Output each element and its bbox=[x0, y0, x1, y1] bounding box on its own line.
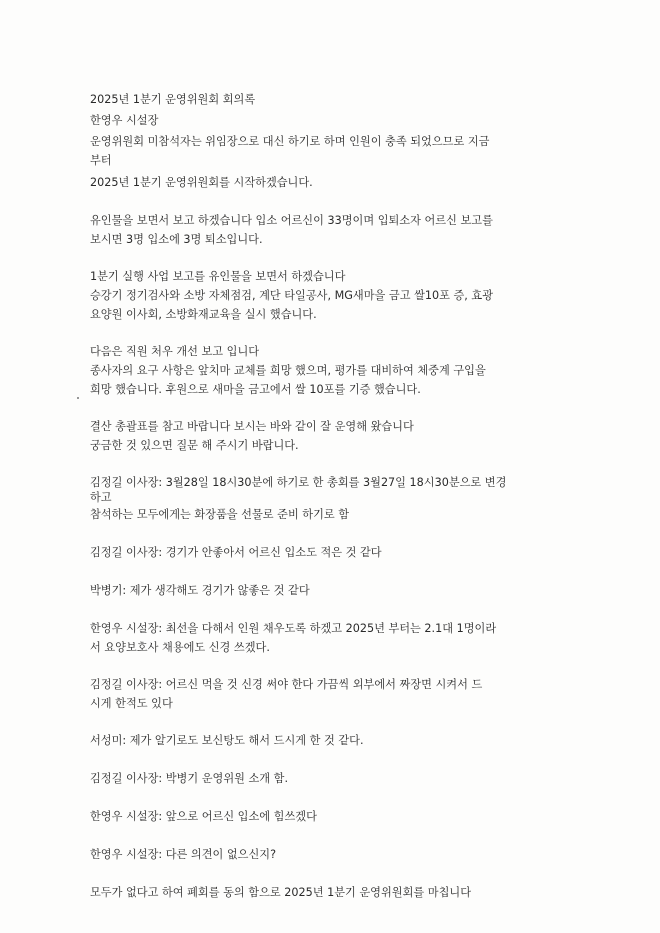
text-line: 부터 bbox=[90, 154, 112, 167]
text-line: 1분기 실행 사업 보고를 유인물을 보면서 하겠습니다 bbox=[90, 270, 346, 283]
opening-start bbox=[90, 173, 578, 192]
member-remark-economy bbox=[90, 581, 578, 600]
text-line: 김정길 이사장: 3월28일 18시30분에 하기로 한 총회를 3월27일 18시30분으로 변경 bbox=[90, 476, 507, 489]
text-line: 2025년 1분기 운영위원회를 시작하겠습니다. bbox=[90, 176, 313, 189]
minutes-title bbox=[90, 90, 578, 109]
text-line: 운영위원회 미참석자는 위임장으로 대신 하기로 하며 인원이 충족 되었으므로 지금 bbox=[90, 135, 490, 148]
text-line: 한영우 시설장: 다른 의견이 없으신지? bbox=[90, 848, 277, 861]
chairman-remark-economy bbox=[90, 543, 578, 562]
text-line: 김정길 이사장: 어르신 먹을 것 신경 써야 한다 가끔씩 외부에서 짜장면 시켜서 드 bbox=[90, 678, 483, 691]
text-line: 한영우 시설장: 앞으로 어르신 입소에 힘쓰겠다 bbox=[90, 810, 317, 823]
text-line: 하고 bbox=[90, 491, 112, 504]
text-line: 시게 한적도 있다 bbox=[90, 697, 173, 710]
chairman-remark-general-meeting bbox=[90, 473, 578, 524]
text-line: 모두가 없다고 하여 폐회를 동의 함으로 2025년 1분기 운영위원회를 마칩니다 bbox=[90, 886, 472, 899]
settlement-summary bbox=[90, 417, 578, 455]
text-line: 승강기 정기검사와 소방 자체점검, 계단 타일공사, MG새마을 금고 쌀10포 증, 효광 bbox=[90, 289, 494, 302]
director-remark-other-opinions bbox=[90, 845, 578, 864]
closing-statement bbox=[90, 883, 578, 902]
text-line: 한영우 시설장 bbox=[90, 114, 159, 127]
text-line: 유인물을 보면서 보고 하겠습니다 입소 어르신이 33명이며 입퇴소자 어르신 보고를 bbox=[90, 214, 493, 227]
chairman-remark-meals bbox=[90, 675, 578, 713]
text-line: 참석하는 모두에게는 화장품을 선물로 준비 하기로 함 bbox=[90, 508, 350, 521]
text-line: 희망 했습니다. 후원으로 새마을 금고에서 쌀 10포를 기증 했습니다. bbox=[90, 383, 421, 396]
text-line: 한영우 시설장: 최선을 다해서 인원 채우도록 하겠고 2025년 부터는 2.1대 1명이라 bbox=[90, 622, 497, 635]
text-line: 2025년 1분기 운영위원회 회의록 bbox=[90, 93, 256, 106]
director-remark-staffing bbox=[90, 619, 578, 657]
director-remark-admission bbox=[90, 807, 578, 826]
text-line: 궁금한 것 있으면 질문 해 주시기 바랍니다. bbox=[90, 439, 299, 452]
text-line: 종사자의 요구 사항은 앞치마 교체를 희망 했으며, 평가를 대비하여 체중계 구입을 bbox=[90, 364, 486, 377]
meeting-minutes-body bbox=[90, 90, 578, 902]
text-line: 결산 총괄표를 참고 바랍니다 보시는 바와 같이 잘 운영해 왔습니다 bbox=[90, 420, 414, 433]
text-line: 김정길 이사장: 박병기 운영위원 소개 함. bbox=[90, 772, 289, 785]
text-line: 보시면 3명 입소에 3명 퇴소입니다. bbox=[90, 233, 263, 246]
text-line: 요양원 이사회, 소방화재교육을 실시 했습니다. bbox=[90, 308, 317, 321]
admission-report bbox=[90, 211, 578, 249]
text-line: 김정길 이사장: 경기가 안좋아서 어르신 입소도 적은 것 같다 bbox=[90, 546, 382, 559]
text-line: 다음은 직원 처우 개선 보고 입니다 bbox=[90, 345, 260, 358]
text-line: 서성미: 제가 알기로도 보신탕도 해서 드시게 한 것 같다. bbox=[90, 734, 364, 747]
opening-statement bbox=[90, 132, 578, 170]
text-line: 서 요양보호사 채용에도 신경 쓰겠다. bbox=[90, 641, 270, 654]
member-remark-meals bbox=[90, 731, 578, 750]
staff-welfare-report bbox=[90, 342, 578, 399]
q1-project-report bbox=[90, 267, 578, 324]
chairman-introduction bbox=[90, 769, 578, 788]
scan-speck bbox=[77, 397, 79, 399]
speaker-heading bbox=[90, 111, 578, 130]
text-line: 박병기: 제가 생각해도 경기가 않좋은 것 같다 bbox=[90, 584, 310, 597]
